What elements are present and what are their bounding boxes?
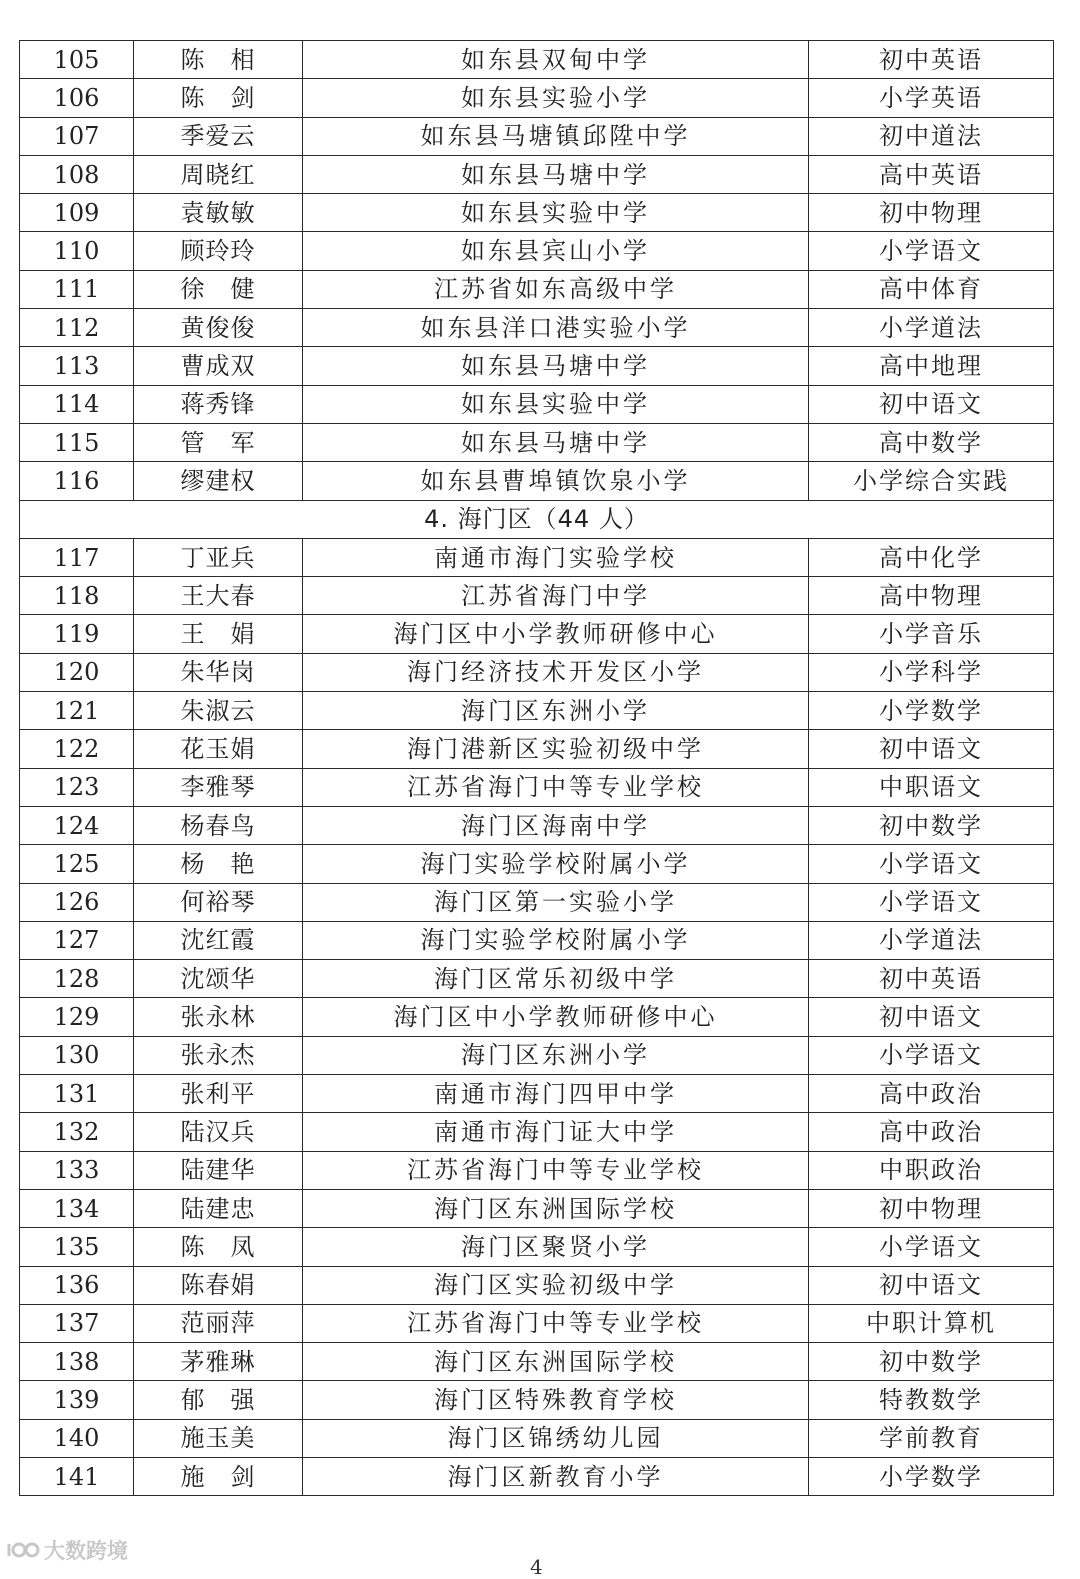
subject: 小学道法	[809, 309, 1054, 347]
school-name: 海门实验学校附属小学	[303, 845, 809, 883]
row-number: 114	[20, 385, 134, 423]
teacher-name: 丁亚兵	[134, 538, 303, 576]
table-row	[20, 1457, 1054, 1495]
school-name: 江苏省海门中等专业学校	[303, 768, 809, 806]
teacher-name: 陆建忠	[134, 1189, 303, 1227]
subject: 小学道法	[809, 921, 1054, 959]
school-name: 海门区中小学教师研修中心	[303, 615, 809, 653]
table-row	[20, 1228, 1054, 1266]
school-name: 如东县双甸中学	[303, 41, 809, 79]
row-number: 136	[20, 1266, 134, 1304]
subject: 初中英语	[809, 41, 1054, 79]
row-number: 122	[20, 730, 134, 768]
teacher-name: 顾玲玲	[134, 232, 303, 270]
school-name: 江苏省如东高级中学	[303, 270, 809, 308]
table-row	[20, 960, 1054, 998]
teacher-name: 张永杰	[134, 1036, 303, 1074]
row-number: 105	[20, 41, 134, 79]
table-row	[20, 615, 1054, 653]
school-name: 南通市海门实验学校	[303, 538, 809, 576]
subject: 中职语文	[809, 768, 1054, 806]
school-name: 如东县实验中学	[303, 194, 809, 232]
school-name: 海门区东洲国际学校	[303, 1189, 809, 1227]
teacher-name: 沈颂华	[134, 960, 303, 998]
teacher-name: 黄俊俊	[134, 309, 303, 347]
school-name: 海门实验学校附属小学	[303, 921, 809, 959]
table-row	[20, 1113, 1054, 1151]
school-name: 海门区东洲小学	[303, 1036, 809, 1074]
table-row	[20, 347, 1054, 385]
row-number: 139	[20, 1381, 134, 1419]
watermark	[6, 1535, 128, 1565]
subject: 小学语文	[809, 883, 1054, 921]
roster-body-bottom	[20, 538, 1054, 1495]
table-row	[20, 1343, 1054, 1381]
school-name: 如东县洋口港实验小学	[303, 309, 809, 347]
row-number: 115	[20, 423, 134, 461]
table-row	[20, 845, 1054, 883]
table-row	[20, 768, 1054, 806]
table-row	[20, 309, 1054, 347]
teacher-name: 施 剑	[134, 1457, 303, 1495]
teacher-name: 范丽萍	[134, 1304, 303, 1342]
subject: 小学英语	[809, 79, 1054, 117]
school-name: 如东县马塘中学	[303, 155, 809, 193]
row-number: 141	[20, 1457, 134, 1495]
section-title: 4. 海门区（44 人）	[20, 500, 1054, 538]
teacher-name: 陆建华	[134, 1151, 303, 1189]
school-name: 海门区聚贤小学	[303, 1228, 809, 1266]
school-name: 如东县实验中学	[303, 385, 809, 423]
school-name: 江苏省海门中等专业学校	[303, 1304, 809, 1342]
subject: 小学语文	[809, 232, 1054, 270]
subject: 高中政治	[809, 1075, 1054, 1113]
subject: 高中地理	[809, 347, 1054, 385]
row-number: 130	[20, 1036, 134, 1074]
row-number: 125	[20, 845, 134, 883]
row-number: 131	[20, 1075, 134, 1113]
subject: 小学综合实践	[809, 462, 1054, 500]
subject: 特教数学	[809, 1381, 1054, 1419]
teacher-name: 张利平	[134, 1075, 303, 1113]
school-name: 海门区常乐初级中学	[303, 960, 809, 998]
row-number: 109	[20, 194, 134, 232]
table-row	[20, 41, 1054, 79]
subject: 初中英语	[809, 960, 1054, 998]
row-number: 140	[20, 1419, 134, 1457]
school-name: 海门区中小学教师研修中心	[303, 998, 809, 1036]
table-row	[20, 79, 1054, 117]
school-name: 海门区东洲小学	[303, 692, 809, 730]
row-number: 134	[20, 1189, 134, 1227]
subject: 高中化学	[809, 538, 1054, 576]
roster-table	[19, 40, 1054, 1496]
table-row	[20, 385, 1054, 423]
school-name: 南通市海门四甲中学	[303, 1075, 809, 1113]
row-number: 111	[20, 270, 134, 308]
teacher-name: 陆汉兵	[134, 1113, 303, 1151]
roster-body-top	[20, 41, 1054, 501]
subject: 中职政治	[809, 1151, 1054, 1189]
row-number: 138	[20, 1343, 134, 1381]
subject: 初中数学	[809, 1343, 1054, 1381]
teacher-name: 朱华岗	[134, 653, 303, 691]
school-name: 海门区第一实验小学	[303, 883, 809, 921]
subject: 高中数学	[809, 423, 1054, 461]
table-row	[20, 692, 1054, 730]
row-number: 119	[20, 615, 134, 653]
teacher-name: 陈 凤	[134, 1228, 303, 1266]
teacher-name: 郁 强	[134, 1381, 303, 1419]
table-row	[20, 1075, 1054, 1113]
teacher-name: 周晓红	[134, 155, 303, 193]
school-name: 如东县马塘中学	[303, 423, 809, 461]
row-number: 120	[20, 653, 134, 691]
subject: 小学数学	[809, 692, 1054, 730]
row-number: 107	[20, 117, 134, 155]
table-row	[20, 232, 1054, 270]
table-row	[20, 194, 1054, 232]
school-name: 如东县宾山小学	[303, 232, 809, 270]
teacher-name: 张永林	[134, 998, 303, 1036]
table-row	[20, 117, 1054, 155]
teacher-name: 花玉娟	[134, 730, 303, 768]
teacher-name: 李雅琴	[134, 768, 303, 806]
school-name: 如东县实验小学	[303, 79, 809, 117]
teacher-name: 管 军	[134, 423, 303, 461]
teacher-name: 缪建权	[134, 462, 303, 500]
school-name: 如东县马塘中学	[303, 347, 809, 385]
subject: 小学音乐	[809, 615, 1054, 653]
teacher-name: 施玉美	[134, 1419, 303, 1457]
subject: 初中语文	[809, 385, 1054, 423]
subject: 高中体育	[809, 270, 1054, 308]
row-number: 135	[20, 1228, 134, 1266]
school-name: 如东县马塘镇邱陞中学	[303, 117, 809, 155]
subject: 学前教育	[809, 1419, 1054, 1457]
table-row	[20, 1266, 1054, 1304]
row-number: 123	[20, 768, 134, 806]
subject: 小学语文	[809, 845, 1054, 883]
subject: 小学数学	[809, 1457, 1054, 1495]
table-row	[20, 1151, 1054, 1189]
table-row	[20, 653, 1054, 691]
teacher-name: 陈 剑	[134, 79, 303, 117]
row-number: 116	[20, 462, 134, 500]
school-name: 海门区新教育小学	[303, 1457, 809, 1495]
subject: 初中数学	[809, 806, 1054, 844]
subject: 初中语文	[809, 1266, 1054, 1304]
subject: 初中物理	[809, 1189, 1054, 1227]
teacher-name: 沈红霞	[134, 921, 303, 959]
subject: 初中语文	[809, 998, 1054, 1036]
school-name: 海门经济技术开发区小学	[303, 653, 809, 691]
table-row	[20, 1381, 1054, 1419]
row-number: 137	[20, 1304, 134, 1342]
teacher-name: 何裕琴	[134, 883, 303, 921]
school-name: 江苏省海门中等专业学校	[303, 1151, 809, 1189]
watermark-text: 大数跨境	[44, 1539, 128, 1563]
row-number: 112	[20, 309, 134, 347]
row-number: 127	[20, 921, 134, 959]
teacher-name: 季爱云	[134, 117, 303, 155]
table-row	[20, 577, 1054, 615]
table-row	[20, 270, 1054, 308]
school-name: 南通市海门证大中学	[303, 1113, 809, 1151]
teacher-name: 徐 健	[134, 270, 303, 308]
teacher-name: 杨 艳	[134, 845, 303, 883]
table-row	[20, 921, 1054, 959]
table-row	[20, 1419, 1054, 1457]
school-name: 海门区实验初级中学	[303, 1266, 809, 1304]
table-row	[20, 1036, 1054, 1074]
school-name: 海门港新区实验初级中学	[303, 730, 809, 768]
teacher-name: 茅雅琳	[134, 1343, 303, 1381]
subject: 高中政治	[809, 1113, 1054, 1151]
subject: 初中道法	[809, 117, 1054, 155]
teacher-name: 陈春娟	[134, 1266, 303, 1304]
row-number: 124	[20, 806, 134, 844]
teacher-name: 蒋秀锋	[134, 385, 303, 423]
row-number: 121	[20, 692, 134, 730]
table-row	[20, 806, 1054, 844]
table-row	[20, 538, 1054, 576]
watermark-logo-icon	[6, 1538, 40, 1562]
page-number: 4	[530, 1555, 543, 1579]
teacher-name: 袁敏敏	[134, 194, 303, 232]
subject: 小学语文	[809, 1036, 1054, 1074]
subject: 小学科学	[809, 653, 1054, 691]
section-header	[20, 500, 1054, 538]
school-name: 江苏省海门中学	[303, 577, 809, 615]
table-row	[20, 883, 1054, 921]
table-row	[20, 998, 1054, 1036]
teacher-name: 杨春鸟	[134, 806, 303, 844]
row-number: 113	[20, 347, 134, 385]
table-row	[20, 1189, 1054, 1227]
row-number: 110	[20, 232, 134, 270]
row-number: 133	[20, 1151, 134, 1189]
subject: 初中语文	[809, 730, 1054, 768]
subject: 小学语文	[809, 1228, 1054, 1266]
teacher-name: 朱淑云	[134, 692, 303, 730]
school-name: 如东县曹埠镇饮泉小学	[303, 462, 809, 500]
row-number: 126	[20, 883, 134, 921]
row-number: 118	[20, 577, 134, 615]
school-name: 海门区东洲国际学校	[303, 1343, 809, 1381]
row-number: 129	[20, 998, 134, 1036]
teacher-name: 陈 相	[134, 41, 303, 79]
table-row	[20, 730, 1054, 768]
row-number: 117	[20, 538, 134, 576]
table-row	[20, 155, 1054, 193]
subject: 初中物理	[809, 194, 1054, 232]
subject: 中职计算机	[809, 1304, 1054, 1342]
school-name: 海门区特殊教育学校	[303, 1381, 809, 1419]
school-name: 海门区海南中学	[303, 806, 809, 844]
table-row	[20, 1304, 1054, 1342]
subject: 高中物理	[809, 577, 1054, 615]
teacher-name: 王大春	[134, 577, 303, 615]
subject: 高中英语	[809, 155, 1054, 193]
school-name: 海门区锦绣幼儿园	[303, 1419, 809, 1457]
table-row	[20, 423, 1054, 461]
row-number: 132	[20, 1113, 134, 1151]
row-number: 108	[20, 155, 134, 193]
row-number: 106	[20, 79, 134, 117]
section-header-row	[20, 500, 1054, 538]
table-row	[20, 462, 1054, 500]
teacher-name: 王 娟	[134, 615, 303, 653]
row-number: 128	[20, 960, 134, 998]
teacher-name: 曹成双	[134, 347, 303, 385]
